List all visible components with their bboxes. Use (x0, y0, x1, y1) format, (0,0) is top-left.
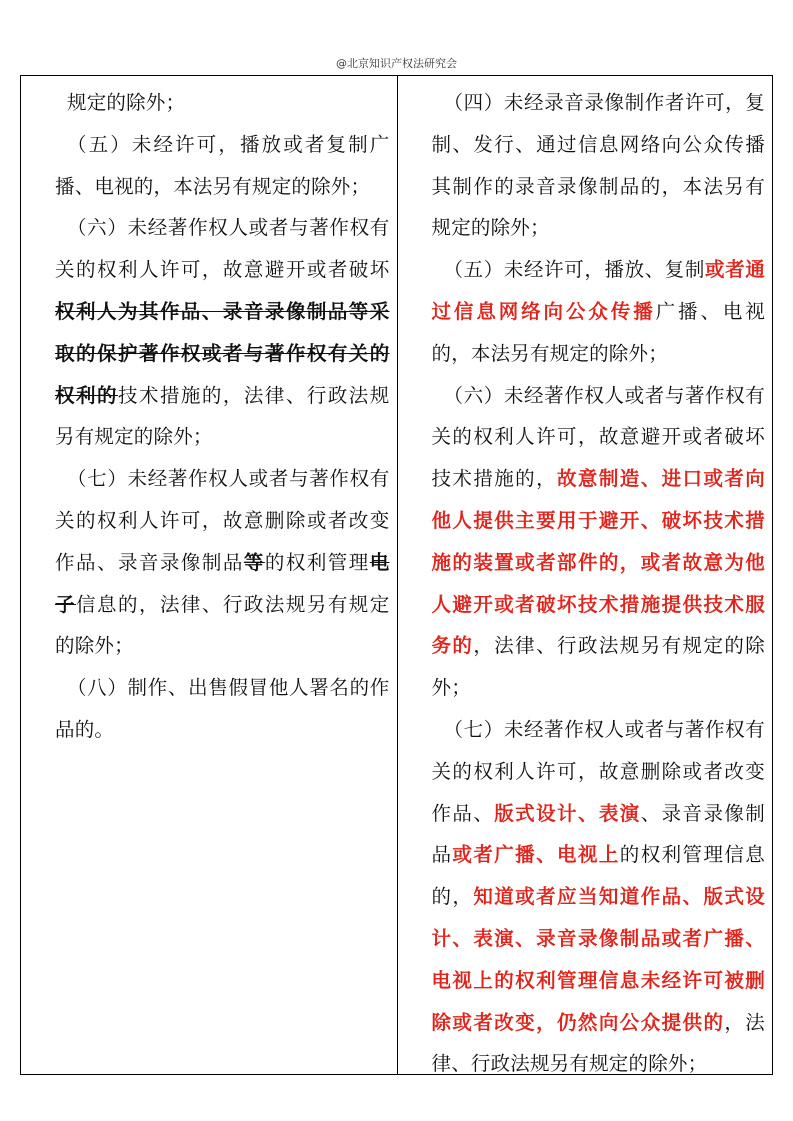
right-para-7-part-e: 的权利管理信息的， (431, 843, 765, 909)
right-para-7-part-g: ，法律、行政法规另有规定的除外； (431, 1010, 765, 1076)
left-para-6-part-c: 技术措施的，法律、行政法规另有规定的除外； (55, 383, 390, 449)
right-para-6-part-a: （六）未经著作权人或者与著作权有关的权利人许可，故意避开或者破坏技术措施的， (431, 383, 765, 491)
left-para-6-part-a: （六）未经著作权人或者与著作权有关的权利人许可，故意避开或者破坏 (55, 216, 390, 282)
right-para-7-part-a: （七）未经著作权人或者与著作权有关的权利人许可，故意删除或者改变作品、 (431, 717, 765, 825)
right-para-6-part-c: ，法律、行政法规另有规定的除外； (431, 634, 765, 700)
left-column-old-text (21, 76, 398, 1074)
right-para-7-added-broadcast: 或者广播、电视上 (452, 843, 620, 867)
right-column-new-text (398, 76, 773, 1074)
right-para-7-part-c: 、录音录像制品 (431, 801, 765, 867)
left-para-5: （五）未经许可，播放或者复制广播、电视的，本法另有规定的除外； (55, 132, 390, 198)
right-para-5-part-a: （五）未经许可，播放、复制 (443, 258, 706, 282)
left-para-7-part-c: 的权利管理 (264, 550, 370, 574)
left-para-7-deleted-deng: 等 (243, 550, 265, 574)
right-para-7-added-layout-performance: 版式设计、表演 (494, 801, 641, 825)
left-para-1: 规定的除外； (67, 91, 186, 114)
left-para-7 (55, 458, 390, 667)
left-para-7-part-e: 信息的，法律、行政法规另有规定的除外； (55, 592, 390, 658)
left-para-6-deleted-text: 权利人为其作品、录音录像制品等采取的保护著作权或者与著作权有关的权利的 (55, 299, 390, 407)
left-para-7-deleted-dianzi: 电子 (55, 550, 390, 616)
right-para-6-added-text: 故意制造、进口或者向他人提供主要用于避开、破坏技术措施的装置或者部件的，或者故意为他人避开或者破坏技术措施提供技术服务的 (431, 467, 765, 658)
left-para-7-part-a: （七）未经著作权人或者与著作权有关的权利人许可，故意删除或者改变作品、录音录像制品 (55, 467, 390, 574)
right-para-7 (432, 709, 766, 1085)
left-para-6 (55, 207, 390, 458)
page-header: @北京知识产权法研究会 (336, 57, 457, 70)
right-para-6 (432, 375, 766, 709)
right-para-5 (432, 249, 766, 374)
left-para-8: （八）制作、出售假冒他人署名的作品的。 (55, 676, 390, 741)
comparison-table (20, 75, 773, 1075)
right-para-7-added-knowing-clause: 知道或者应当知道作品、版式设计、表演、录音录像制品或者广播、电视上的权利管理信息未经许可被删除或者改变，仍然向公众提供的 (431, 885, 765, 1034)
right-para-4: （四）未经录音录像制作者许可，复制、发行、通过信息网络向公众传播其制作的录音录像制品的，本法另有规定的除外； (431, 91, 765, 240)
right-para-5-part-c: 广播、电视的，本法另有规定的除外； (431, 299, 765, 365)
right-para-5-added-text: 或者通过信息网络向公众传播 (431, 258, 765, 323)
